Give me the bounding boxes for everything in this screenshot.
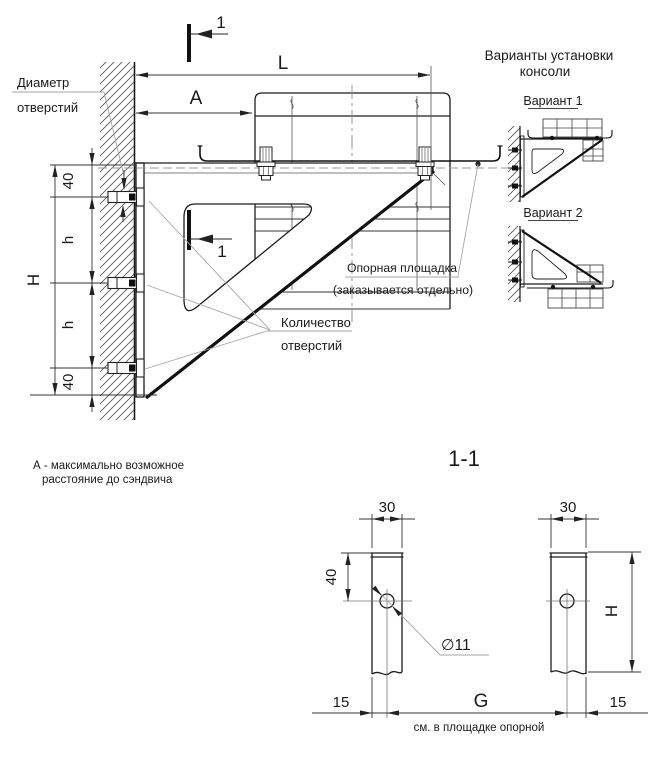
- section-view-1-1: [312, 446, 648, 734]
- variant-1-label: Вариант 1: [523, 94, 583, 108]
- variants-title-line2: консоли: [519, 64, 571, 79]
- section-mark-label: 1: [217, 242, 227, 261]
- variant-2-label: Вариант 2: [523, 206, 583, 220]
- section-title: 1-1: [448, 446, 480, 471]
- note-line2: расстояние до сэндвича: [42, 474, 173, 486]
- dim-h-lower: h: [60, 320, 77, 330]
- dim-30-label: 30: [559, 499, 577, 516]
- note-line1: А - максимально возможное: [33, 460, 184, 472]
- v2-cutout: [532, 250, 567, 279]
- dim-h-upper: h: [60, 235, 77, 245]
- label-hole-dia: [372, 586, 489, 655]
- hole-count-line1: Количество: [281, 315, 351, 330]
- dim-A: [136, 88, 252, 116]
- dim-L-label: L: [277, 53, 289, 74]
- hole-diameter-line2: отверстий: [17, 100, 79, 115]
- dim-G-label: G: [473, 691, 489, 712]
- dim-H-label: H: [24, 273, 43, 287]
- dim-H-label: H: [602, 604, 621, 618]
- dim-40-top: 40: [60, 172, 77, 190]
- note-A: [33, 460, 184, 486]
- dim-40-label: 40: [323, 568, 340, 586]
- section-mark-label: 1: [216, 13, 226, 32]
- pipe-clamp-left: [257, 147, 275, 180]
- hole-count-line2: отверстий: [281, 338, 343, 353]
- dim-bottom-row: [312, 677, 648, 734]
- section-arrow-icon: [196, 30, 212, 39]
- right-plate: [546, 553, 590, 680]
- dim-15-right: 15: [609, 694, 627, 711]
- arm-chamfer: [433, 173, 445, 185]
- hole-diameter-line1: Диаметр: [17, 75, 70, 90]
- pipe-grid-bottom: [548, 289, 603, 308]
- support-platform-line2: (заказывается отдельно): [332, 283, 474, 297]
- dim-H-section: [588, 552, 641, 672]
- section-cut-mid: [187, 210, 232, 261]
- dim-15-left: 15: [332, 694, 350, 711]
- hole-dia-label: ∅11: [441, 637, 471, 654]
- support-platform-line1: Опорная площадка: [346, 261, 458, 275]
- dim-40-bottom: 40: [60, 373, 77, 391]
- dim-30-left: [359, 499, 415, 548]
- dim-30-right: [538, 499, 599, 548]
- section-cut-top: [187, 13, 228, 62]
- variant-1-figure: [508, 119, 612, 202]
- variants-title-line1: Варианты установки: [484, 48, 614, 63]
- section-arrow-icon: [197, 235, 213, 244]
- dim-40-section: [323, 553, 371, 601]
- dim-A-label: A: [189, 88, 203, 109]
- left-plate: [343, 553, 412, 680]
- variants-panel: [485, 48, 614, 308]
- dim-30-label: 30: [378, 499, 396, 516]
- break-wave: [551, 671, 586, 674]
- bracket-gusset: [135, 163, 445, 399]
- variant-2-figure: [508, 226, 613, 308]
- dim-G-note: см. в площадке опорной: [413, 722, 545, 734]
